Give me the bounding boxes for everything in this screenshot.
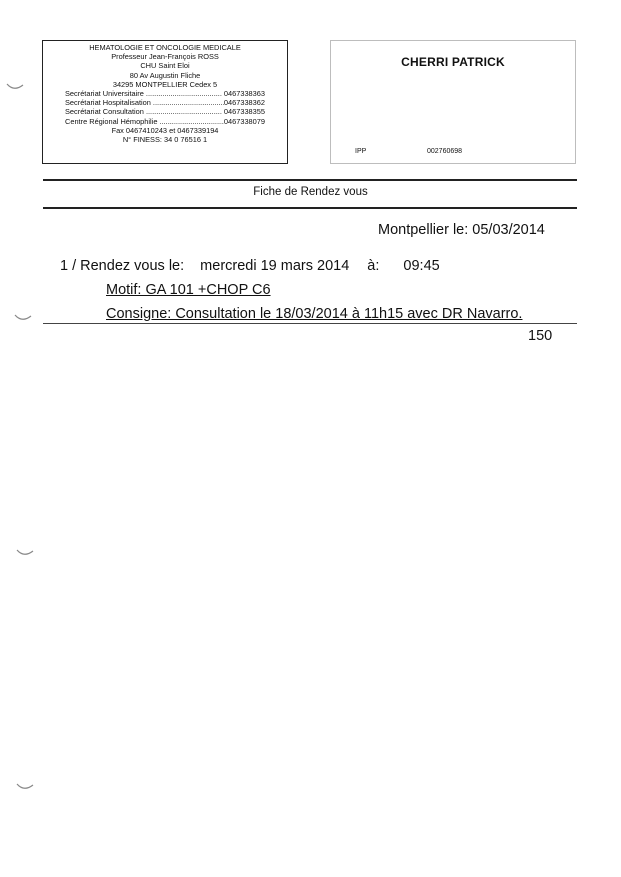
hospital-professor: Professeur Jean-François ROSS — [111, 52, 219, 62]
title-rule-bottom — [43, 207, 577, 209]
title-rule-top — [43, 179, 577, 181]
consigne-rule — [43, 323, 577, 324]
page-number: 150 — [528, 328, 553, 344]
punch-hole-icon — [6, 82, 24, 92]
patient-info-box — [330, 40, 576, 164]
phone-row — [43, 117, 287, 126]
appointment-time: 09:45 — [403, 258, 440, 274]
hospital-street: 80 Av Augustin Fliche — [129, 70, 201, 80]
ipp-label: IPP — [355, 148, 367, 155]
phone-number: 0467338363 — [223, 89, 265, 99]
punch-hole-icon — [16, 782, 34, 792]
appointment-prefix: 1 / Rendez vous le: — [60, 258, 185, 274]
phone-label: Secrétariat Consultation ..... — [65, 107, 224, 116]
hospital-department: HEMATOLOGIE ET ONCOLOGIE MEDICALE — [89, 43, 241, 52]
phone-number: 0467338362 — [223, 98, 265, 108]
phone-label: Centre Régional Hémophilie ..... — [65, 117, 224, 126]
patient-name: CHERRI PATRICK — [401, 55, 505, 69]
ipp-value: 002760698 — [427, 148, 463, 155]
hospital-site: CHU Saint Eloi — [140, 61, 190, 71]
punch-hole-icon — [14, 313, 32, 323]
sheet-title: Fiche de Rendez vous — [253, 186, 368, 198]
punch-hole-icon — [16, 548, 34, 558]
phone-row — [43, 89, 287, 98]
hospital-finess: N° FINESS: 34 0 76516 1 — [122, 135, 208, 145]
appointment-date: mercredi 19 mars 2014 — [200, 258, 350, 274]
phone-row — [43, 107, 287, 116]
letter-date: Montpellier le: 05/03/2014 — [378, 222, 545, 238]
phone-label: Secrétariat Hospitalisation ..... — [65, 98, 224, 107]
phone-number: 0467338355 — [223, 107, 265, 117]
phone-row — [43, 98, 287, 107]
appointment-consigne: Consigne: Consultation le 18/03/2014 à 11h15 avec DR Navarro. — [106, 306, 523, 322]
appointment-motif: Motif: GA 101 +CHOP C6 — [106, 282, 271, 298]
appointment-at-label: à: — [367, 258, 380, 274]
hospital-city: 34295 MONTPELLIER Cedex 5 — [112, 79, 218, 89]
hospital-info-box — [42, 40, 288, 164]
hospital-fax: Fax 0467410243 et 0467339194 — [111, 125, 219, 135]
appointment-line — [60, 258, 440, 274]
phone-number: 0467338079 — [223, 116, 265, 126]
phone-label: Secrétariat Universitaire ..... — [65, 89, 224, 98]
